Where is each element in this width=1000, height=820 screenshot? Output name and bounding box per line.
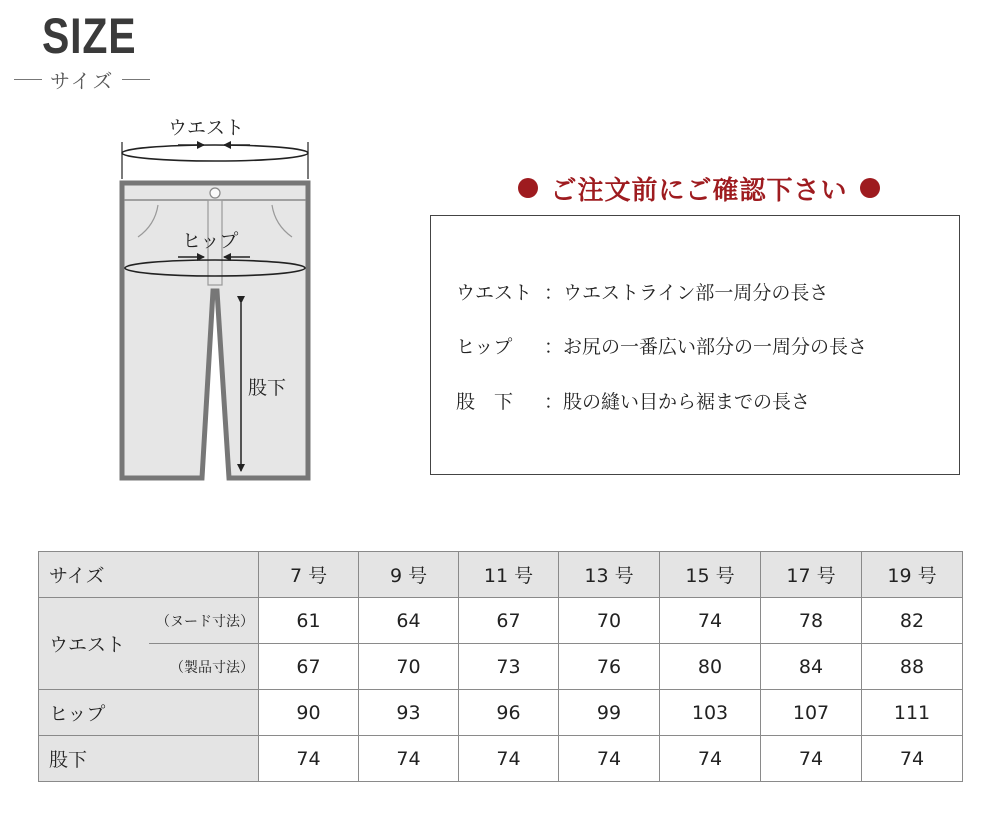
page-subtitle: [14, 65, 164, 94]
hip-diagram-label: ヒップ: [182, 230, 239, 252]
notice-line-inseam: [456, 387, 810, 414]
table-cell: 74: [559, 736, 660, 782]
page-title: SIZE: [42, 8, 137, 64]
table-cell: 78: [761, 598, 862, 644]
bullet-dot-icon: [518, 178, 538, 198]
table-header-size: 15 号: [660, 552, 761, 598]
notice-line-hip: [456, 332, 867, 359]
table-cell: 74: [660, 598, 761, 644]
bullet-dot-icon: [860, 178, 880, 198]
table-cell: 74: [761, 736, 862, 782]
table-cell: 82: [862, 598, 963, 644]
table-row-waist-product: [39, 644, 963, 690]
table-cell: 96: [459, 690, 559, 736]
table-row-waist-nude: [39, 598, 963, 644]
table-row-hip: [39, 690, 963, 736]
row-label-waist: ウエスト: [39, 598, 149, 690]
row-label-hip: ヒップ: [39, 690, 259, 736]
table-header-row: [39, 552, 963, 598]
table-cell: 61: [259, 598, 359, 644]
table-row-inseam: [39, 736, 963, 782]
row-sublabel-nude: （ヌード寸法）: [149, 598, 259, 644]
notice-heading: [484, 166, 914, 210]
table-cell: 74: [862, 736, 963, 782]
table-cell: 107: [761, 690, 862, 736]
table-cell: 80: [660, 644, 761, 690]
table-cell: 111: [862, 690, 963, 736]
waist-loop: [122, 145, 308, 161]
table-header-size: 9 号: [359, 552, 459, 598]
table-cell: 76: [559, 644, 660, 690]
subtitle-label: サイズ: [50, 69, 115, 93]
table-cell: 99: [559, 690, 660, 736]
inseam-diagram-label: 股下: [248, 377, 287, 399]
table-cell: 64: [359, 598, 459, 644]
table-header-size: 19 号: [862, 552, 963, 598]
pants-illustration: [100, 105, 330, 490]
table-cell: 74: [359, 736, 459, 782]
table-cell: 88: [862, 644, 963, 690]
table-cell: 84: [761, 644, 862, 690]
subtitle-rule-right: [122, 79, 150, 80]
notice-line-waist: [456, 278, 828, 305]
table-cell: 70: [559, 598, 660, 644]
size-table: [38, 551, 963, 782]
table-cell: 90: [259, 690, 359, 736]
table-cell: 74: [459, 736, 559, 782]
pants-measurement-diagram: [100, 105, 330, 490]
table-cell: 73: [459, 644, 559, 690]
table-cell: 67: [259, 644, 359, 690]
notice-term: 股 下: [456, 391, 514, 413]
notice-box: [430, 215, 960, 475]
table-cell: 93: [359, 690, 459, 736]
notice-description: ：股の縫い目から裾までの長さ: [544, 391, 811, 413]
table-header-label: サイズ: [39, 552, 259, 598]
table-cell: 74: [259, 736, 359, 782]
row-sublabel-product: （製品寸法）: [149, 644, 259, 690]
row-label-inseam: 股下: [39, 736, 259, 782]
table-header-size: 17 号: [761, 552, 862, 598]
notice-term: ヒップ: [456, 336, 513, 358]
table-cell: 70: [359, 644, 459, 690]
notice-description: ：ウエストライン部一周分の長さ: [544, 282, 829, 304]
table-cell: 103: [660, 690, 761, 736]
subtitle-rule-left: [14, 79, 42, 80]
notice-description: ：お尻の一番広い部分の一周分の長さ: [544, 336, 868, 358]
notice-heading-text: ご注文前にご確認下さい: [550, 175, 848, 206]
table-cell: 74: [660, 736, 761, 782]
table-header-size: 11 号: [459, 552, 559, 598]
button: [210, 188, 220, 198]
notice-term: ウエスト: [456, 282, 533, 304]
table-cell: 67: [459, 598, 559, 644]
table-header-size: 7 号: [259, 552, 359, 598]
waist-diagram-label: ウエスト: [168, 117, 245, 139]
table-header-size: 13 号: [559, 552, 660, 598]
